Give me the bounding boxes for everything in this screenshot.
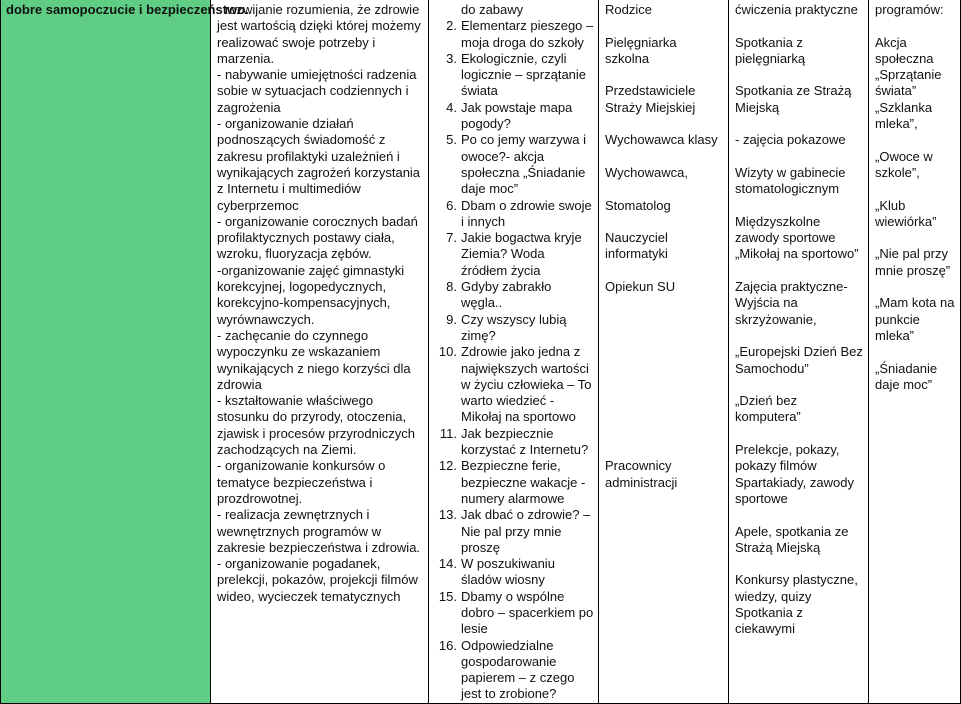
method-item: Wizyty w gabinecie stomatologicznym	[735, 164, 846, 197]
topic-number: 10.	[438, 344, 457, 360]
topic-number: 6.	[446, 197, 457, 213]
topic-number: 12.	[438, 458, 457, 474]
task-item: - organizowanie konkursów o tematyce bezpieczeństwa i prozdrowotnej.	[217, 458, 386, 506]
method-item: Konkursy plastyczne, wiedzy, quizy	[735, 572, 858, 604]
method-item: „Dzień bez komputera”	[735, 393, 801, 425]
responsible-item: Rodzice	[605, 2, 652, 17]
topic-text: Odpowiedzialne gospodarowanie papierem – z czego jest to zrobione?	[461, 637, 575, 702]
list-item	[435, 18, 594, 51]
task-item: -organizowanie zajęć gimnastyki korekcyjnej, logopedycznych, korekcyjno-kompensacyjnych, wyrównawczych.	[217, 262, 405, 327]
topic-number: 15.	[438, 588, 457, 604]
topic-number: 14.	[438, 556, 457, 572]
method-item: ćwiczenia praktyczne	[735, 2, 858, 17]
program-item: „Nie pal przy mnie proszę”	[875, 246, 951, 278]
topics-cell	[429, 0, 599, 703]
methods-cell	[729, 0, 869, 703]
topic-text: Jakie bogactwa kryje Ziemia? Woda źródłem życia	[461, 230, 582, 278]
method-item: Międzyszkolne zawody sportowe „Mikołaj na sportowo”	[735, 213, 859, 262]
topic-number: 8.	[446, 279, 457, 295]
responsible-item: Opiekun SU	[605, 279, 676, 295]
topic-number: 9.	[446, 311, 457, 327]
topic-text: Ekologicznie, czyli logicznie – sprzątanie świata	[461, 50, 587, 99]
list-item	[435, 507, 594, 556]
programs-cell	[869, 0, 961, 703]
topic-text: Zdrowie jako jedna z największych wartości w życiu człowieka – To warto wiedzieć - Mikołaj na sportowo	[461, 344, 592, 425]
list-item	[435, 426, 594, 459]
topic-text: Czy wszyscy lubią zimę?	[461, 311, 567, 343]
topic-text: Bezpieczne ferie, bezpieczne wakacje - numery alarmowe	[461, 458, 586, 506]
topic-text: Jak powstaje mapa pogody?	[461, 99, 573, 132]
responsible-item: Nauczyciel informatyki	[605, 230, 668, 262]
task-item: - nabywanie umiejętności radzenia sobie w sytuacjach codziennych i zagrożenia	[217, 67, 417, 115]
program-item: Akcja społeczna „Sprzątanie świata”	[875, 34, 942, 99]
task-item: - realizacja zewnętrznych i wewnętrznych programów w zakresie bezpieczeństwa i zdrowia.	[217, 507, 421, 555]
responsible-item: Wychowawca klasy	[605, 132, 718, 148]
method-item: Spotkania z pielęgniarką	[735, 34, 806, 66]
topic-text: Dbamy o wspólne dobro – spacerkiem po lesie	[461, 588, 594, 637]
method-item: Spotkania ze Strażą Miejską	[735, 83, 852, 115]
list-item	[435, 51, 594, 100]
topic-number: 11.	[439, 425, 457, 441]
responsible-item: Wychowawca,	[605, 164, 688, 180]
list-item	[435, 100, 594, 133]
task-item: - rozwijanie rozumienia, że zdrowie jest wartością dzięki której możemy realizować swoje potrzeby i marzenia.	[217, 2, 421, 66]
area-cell	[1, 0, 249, 703]
topic-text: W poszukiwaniu śladów wiosny	[461, 556, 555, 588]
topic-number: 3.	[446, 50, 457, 66]
program-item: „Klub wiewiórka”	[875, 197, 937, 229]
responsible-item: Pielęgniarka szkolna	[605, 34, 677, 66]
list-item	[435, 279, 594, 312]
topic-number: 13.	[438, 507, 457, 523]
method-item: Zajęcia praktyczne- Wyjścia na skrzyżowanie,	[735, 279, 848, 327]
topic-continuation: do zabawy	[461, 2, 524, 17]
list-item	[435, 638, 594, 703]
area-title: dobre samopoczucie i bezpieczeństwo.	[6, 2, 249, 17]
topic-text: Jak dbać o zdrowie? – Nie pal przy mnie proszę	[461, 507, 591, 555]
method-item: „Europejski Dzień Bez Samochodu”	[735, 344, 863, 376]
method-item: Apele, spotkania ze Strażą Miejską	[735, 523, 849, 555]
method-item: Prelekcje, pokazy, pokazy filmów	[735, 442, 840, 474]
tasks-cell	[211, 0, 429, 703]
program-item: programów:	[875, 2, 944, 17]
responsible-item: Pracownicy administracji	[605, 458, 678, 490]
program-item: „Owoce w szkole”,	[875, 148, 933, 180]
list-item	[435, 344, 594, 425]
list-item	[435, 556, 594, 589]
program-item: „Szklanka mleka”,	[875, 99, 933, 132]
method-item: - zajęcia pokazowe	[735, 132, 846, 148]
topic-text: Dbam o zdrowie swoje i innych	[461, 197, 592, 229]
program-item: „Mam kota na punkcie mleka”	[875, 295, 955, 343]
task-item: - kształtowanie właściwego stosunku do przyrody, otoczenia, zjawisk i procesów przyrodniczych zachodzących na Ziemi.	[217, 393, 415, 458]
list-item	[435, 589, 594, 638]
topic-number: 5.	[446, 132, 457, 148]
list-item	[435, 230, 594, 279]
task-item: - organizowanie działań podnoszących świadomość z zakresu profilaktyki uzależnień i wynikających zagrożeń korzystania z Internetu i multimediów cyberprzemoc	[217, 116, 421, 213]
topic-text: Gdyby zabrakło węgla..	[461, 279, 552, 311]
topic-number: 4.	[446, 99, 457, 115]
topic-text: Jak bezpiecznie korzystać z Internetu?	[461, 425, 589, 458]
task-item: - organizowanie corocznych badań profilaktycznych postawy ciała, wzroku, fluoryzacja zębów.	[217, 213, 418, 262]
task-item: - organizowanie pogadanek, prelekcji, pokazów, projekcji filmów wideo, wycieczek tematycznych	[217, 556, 418, 604]
topic-number: 2.	[446, 18, 457, 34]
method-item: Spotkania z ciekawymi	[735, 604, 803, 637]
method-item: Spartakiady, zawody sportowe	[735, 474, 854, 506]
list-item	[435, 132, 594, 197]
task-item: - zachęcanie do czynnego wypoczynku ze wskazaniem wynikających z niego korzyści dla zdrowia	[217, 327, 411, 392]
program-item: „Śniadanie daje moc”	[875, 360, 938, 392]
responsible-item: Stomatolog	[605, 197, 671, 213]
responsible-item: Przedstawiciele Straży Miejskiej	[605, 83, 696, 115]
table-row	[1, 0, 961, 703]
topic-text: Po co jemy warzywa i owoce?- akcja społeczna „Śniadanie daje moc”	[461, 132, 586, 197]
topic-number: 16.	[438, 637, 457, 653]
topic-text: Elementarz pieszego – moja droga do szkoły	[461, 18, 594, 50]
responsible-cell	[599, 0, 729, 703]
list-item	[435, 458, 594, 507]
list-item	[435, 312, 594, 345]
list-item	[435, 198, 594, 231]
topic-number: 7.	[446, 230, 457, 246]
